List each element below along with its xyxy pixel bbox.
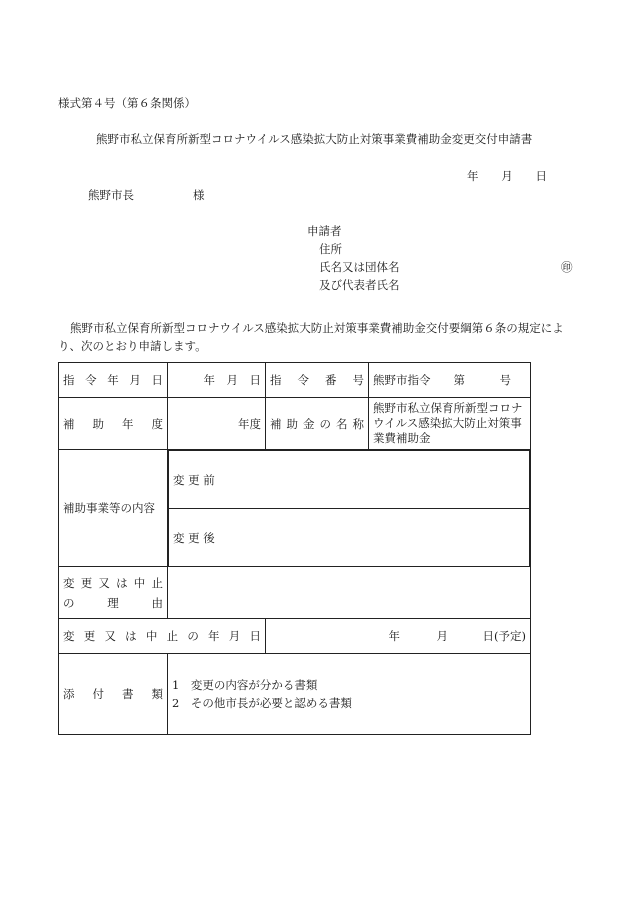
change-date-value[interactable]: 年 月 日(予定) — [266, 619, 531, 654]
year-value[interactable]: 年度 — [168, 398, 266, 450]
order-date-value[interactable]: 年 月 日 — [168, 363, 266, 398]
attach-label: 添 付 書 類 — [59, 654, 168, 735]
row-content — [59, 450, 531, 567]
content-cell — [168, 450, 531, 567]
row-year — [59, 398, 531, 450]
date-line — [467, 171, 547, 183]
seal-mark: ㊞ — [561, 260, 573, 274]
row-order — [59, 363, 531, 398]
before-change-label: 変 更 前 — [173, 472, 215, 487]
attach-item: 2 その他市長が必要と認める書類 — [172, 696, 352, 710]
change-date-label: 変 更 又 は 中 止 の 年 月 日 — [59, 619, 266, 654]
attach-item: 1 変更の内容が分かる書類 — [172, 678, 318, 692]
addressee-honorific: 様 — [193, 188, 205, 202]
applicant-heading: 申請者 — [307, 224, 342, 238]
grant-name-label: 補 助 金 の 名 称 — [266, 398, 369, 450]
row-change-date — [59, 619, 531, 654]
order-date-label: 指 令 年 月 日 — [59, 363, 168, 398]
body-text-line2: り、次のとおり申請します。 — [58, 339, 207, 353]
applicant-address: 住所 — [319, 242, 342, 256]
year-label: 補 助 年 度 — [59, 398, 168, 450]
form-number: 様式第４号（第６条関係） — [58, 96, 196, 110]
order-no-label: 指 令 番 号 — [266, 363, 369, 398]
applicant-representative: 及び代表者氏名 — [319, 278, 400, 292]
row-attachments — [59, 654, 531, 735]
date-year: 年 — [467, 169, 479, 183]
reason-label: 変 更 又 は 中 止 の 理 由 — [59, 567, 168, 619]
content-label: 補助事業等の内容 — [59, 450, 168, 567]
attach-list — [168, 654, 531, 735]
reason-field[interactable] — [168, 567, 531, 619]
grant-name-value: 熊野市私立保育所新型コロナ ウイルス感染拡大防止対策事 業費補助金 — [369, 398, 531, 450]
document-title: 熊野市私立保育所新型コロナウイルス感染拡大防止対策事業費補助金変更交付申請書 — [96, 132, 533, 146]
order-no-value[interactable]: 熊野市指令 第 号 — [369, 363, 531, 398]
date-month: 月 — [501, 169, 513, 183]
before-change-field[interactable] — [169, 451, 530, 509]
date-day: 日 — [535, 169, 547, 183]
row-reason — [59, 567, 531, 619]
body-text-line1: 熊野市私立保育所新型コロナウイルス感染拡大防止対策事業費補助金交付要綱第６条の規定によ — [70, 321, 564, 335]
application-table — [58, 362, 531, 735]
after-change-field[interactable] — [169, 509, 530, 567]
after-change-label: 変 更 後 — [173, 530, 215, 545]
applicant-name: 氏名又は団体名 — [319, 260, 400, 274]
addressee-name: 熊野市長 — [88, 188, 134, 202]
